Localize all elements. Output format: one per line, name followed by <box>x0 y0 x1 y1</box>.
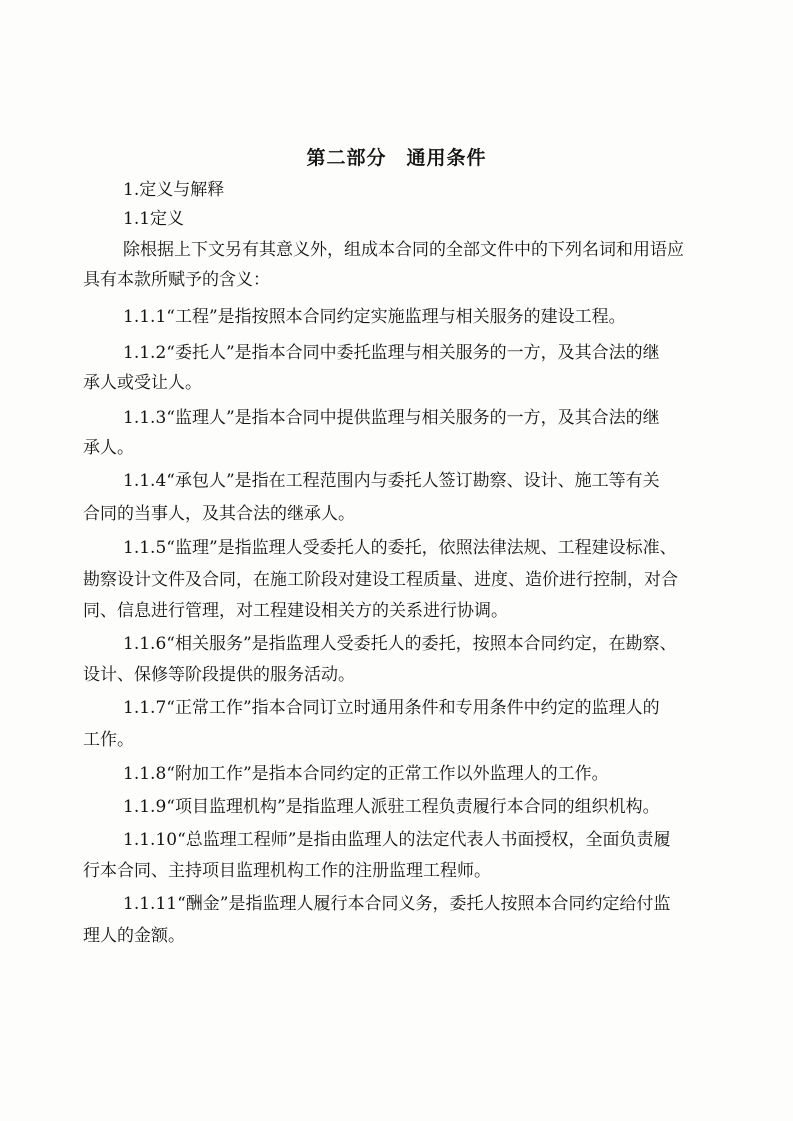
text-line: 1.1定义 <box>123 209 185 229</box>
text-line: 承人或受让人。 <box>83 373 202 393</box>
section-title: 第二部分 通用条件 <box>306 147 487 169</box>
text-line: 工作。 <box>83 730 134 750</box>
text-line: 勘察设计文件及合同，在施工阶段对建设工程质量、进度、造价进行控制，对合 <box>83 570 678 590</box>
text-line: 1.1.9“项目监理机构”是指监理人派驻工程负责履行本合同的组织机构。 <box>123 797 660 817</box>
text-line: 除根据上下文另有其意义外，组成本合同的全部文件中的下列名词和用语应 <box>123 240 684 260</box>
text-line: 同、信息进行管理，对工程建设相关方的关系进行协调。 <box>83 601 508 621</box>
text-line: 具有本款所赋予的含义： <box>83 270 270 290</box>
text-line: 1.1.10“总监理工程师”是指由监理人的法定代表人书面授权，全面负责履 <box>123 830 671 850</box>
text-line: 1.1.7“正常工作”指本合同订立时通用条件和专用条件中约定的监理人的 <box>123 698 660 718</box>
text-line: 1.1.6“相关服务”是指监理人受委托人的委托，按照本合同约定，在勘察、 <box>123 634 677 654</box>
text-line: 1.1.2“委托人”是指本合同中委托监理与相关服务的一方，及其合法的继 <box>123 343 660 363</box>
text-line: 1.1.4“承包人”是指在工程范围内与委托人签订勘察、设计、施工等有关 <box>123 471 660 491</box>
text-line: 1.1.3“监理人”是指本合同中提供监理与相关服务的一方，及其合法的继 <box>123 408 660 428</box>
text-line: 1.1.5“监理”是指监理人受委托人的委托，依照法律法规、工程建设标准、 <box>123 538 677 558</box>
text-line: 1.1.8“附加工作”是指本合同约定的正常工作以外监理人的工作。 <box>123 764 609 784</box>
text-line: 1.1.11“酬金”是指监理人履行本合同义务，委托人按照本合同约定给付监 <box>123 894 671 914</box>
text-line: 行本合同、主持项目监理机构工作的注册监理工程师。 <box>83 861 491 881</box>
text-line: 1.1.1“工程”是指按照本合同约定实施监理与相关服务的建设工程。 <box>123 307 626 327</box>
text-line: 合同的当事人，及其合法的继承人。 <box>83 504 355 524</box>
text-line: 1.定义与解释 <box>123 180 225 200</box>
text-line: 理人的金额。 <box>83 926 185 946</box>
text-line: 承人。 <box>83 438 134 458</box>
text-line: 设计、保修等阶段提供的服务活动。 <box>83 665 355 685</box>
